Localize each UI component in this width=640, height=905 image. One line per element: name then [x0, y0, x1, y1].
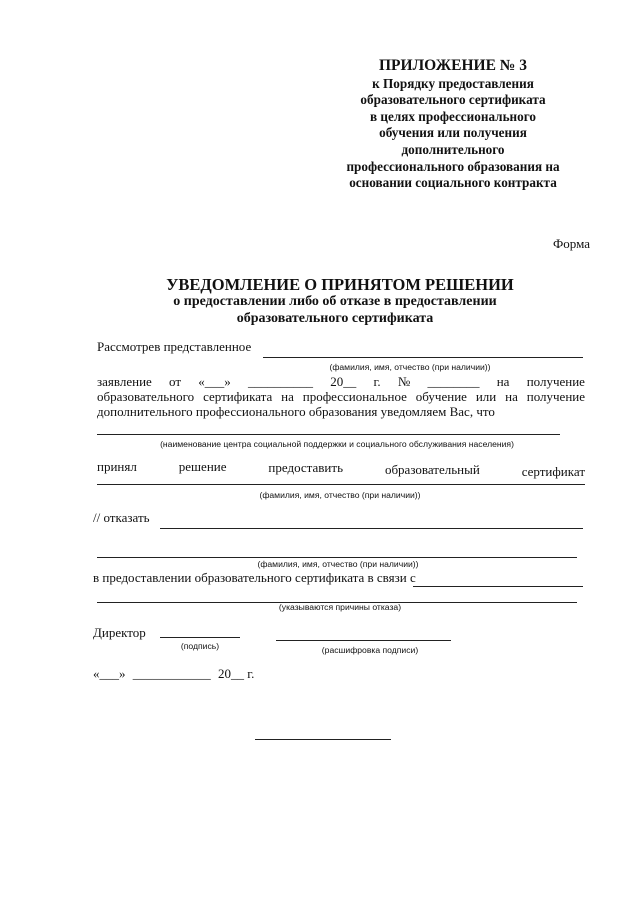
appendix-block: [318, 58, 588, 192]
accepted-row: [97, 459, 585, 479]
accepted-word: решение: [178, 459, 227, 474]
statement-number-field[interactable]: ________: [427, 374, 480, 389]
refusal-reason-label: в предоставлении образовательного сертификата в связи с: [93, 570, 416, 585]
paragraph-line-3: дополнительного профессионального образования уведомляем Вас, что: [97, 404, 495, 419]
accepted-word: принял: [97, 459, 137, 474]
refused-field[interactable]: [160, 528, 583, 529]
title-line-3: образовательного сертификата: [236, 311, 434, 326]
statement-word: г.: [373, 374, 381, 389]
refused-fio-field[interactable]: [97, 557, 577, 558]
title-line-2: о предоставлении либо об отказе в предоставлении: [173, 294, 497, 309]
appendix-title: ПРИЛОЖЕНИЕ № 3: [379, 57, 527, 74]
refusal-reason-field[interactable]: [413, 586, 583, 587]
applicant-fio-field[interactable]: [263, 357, 583, 358]
date-row: [93, 666, 254, 681]
statement-day-field[interactable]: «___»: [198, 374, 231, 389]
form-label: Форма: [553, 236, 590, 251]
bottom-signature-line: [255, 739, 391, 740]
signature-field[interactable]: [160, 637, 240, 638]
hint-reasons: (указываются причины отказа): [278, 602, 402, 612]
appendix-line: в целях профессионального: [370, 108, 536, 124]
accepted-word: образовательный: [384, 462, 480, 477]
appendix-line: профессионального образования на: [346, 158, 560, 174]
hint-signature: (подпись): [180, 641, 220, 651]
paragraph-line-2: образовательного сертификата на профессиональное обучение или на получение: [97, 389, 585, 404]
statement-year-field[interactable]: 20__: [330, 374, 357, 389]
accepted-word: сертификат: [521, 464, 585, 479]
hint-fio-2: (фамилия, имя, отчество (при наличии)): [259, 490, 421, 500]
accepted-word: предоставить: [268, 460, 344, 475]
date-day-field[interactable]: «___»: [93, 666, 126, 681]
statement-word: заявление: [97, 374, 152, 389]
appendix-line: дополнительного: [401, 141, 505, 157]
appendix-line: образовательного сертификата: [360, 92, 546, 108]
statement-word: на: [496, 374, 510, 389]
recipient-fio-field[interactable]: [97, 484, 585, 485]
statement-word: №: [397, 374, 411, 389]
hint-center: (наименование центра социальной поддержки и социального обслуживания населения): [160, 439, 514, 449]
center-name-field[interactable]: [97, 434, 560, 435]
statement-month-field[interactable]: __________: [248, 374, 314, 389]
statement-row: [97, 374, 585, 389]
hint-decode: (расшифровка подписи): [321, 645, 419, 655]
appendix-line: обучения или получения: [379, 125, 527, 141]
statement-word: от: [169, 374, 182, 389]
signature-decode-field[interactable]: [276, 640, 451, 641]
statement-word: получение: [526, 374, 585, 389]
date-year: 20__ г.: [218, 666, 255, 681]
hint-fio: (фамилия, имя, отчество (при наличии)): [329, 362, 491, 372]
hint-fio-3: (фамилия, имя, отчество (при наличии)): [257, 559, 419, 569]
title-line-1: УВЕДОМЛЕНИЕ О ПРИНЯТОМ РЕШЕНИИ: [166, 275, 514, 294]
refused-label: // отказать: [93, 510, 150, 525]
date-month-field[interactable]: ____________: [132, 666, 211, 681]
appendix-line: к Порядку предоставления: [372, 75, 534, 91]
considered-label: Рассмотрев представленное: [97, 339, 252, 354]
director-label: Директор: [93, 625, 146, 640]
appendix-line: основании социального контракта: [349, 175, 557, 191]
document-title: [0, 276, 640, 327]
